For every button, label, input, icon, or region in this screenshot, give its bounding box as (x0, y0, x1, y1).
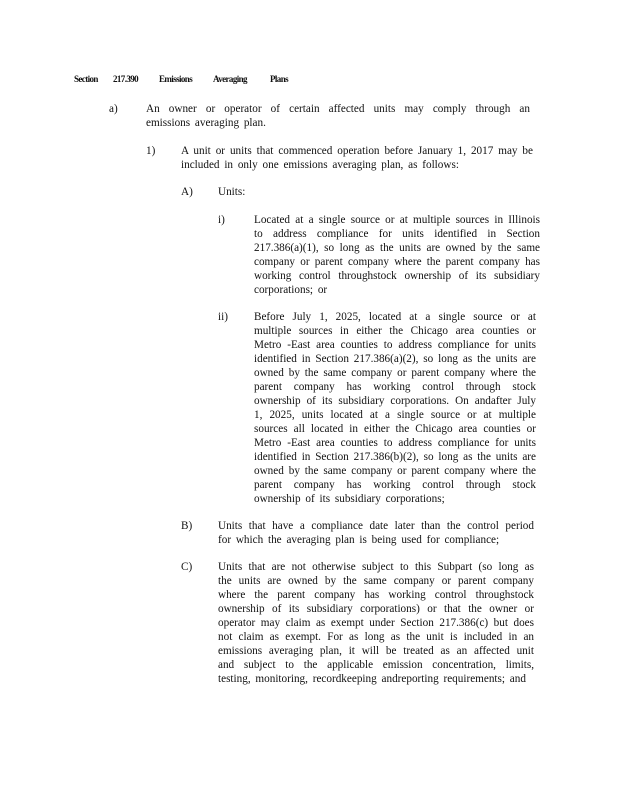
paragraph-1-marker: 1) (146, 145, 156, 157)
section-number: 217.390 (113, 74, 139, 84)
subsubparagraph-i-marker: i) (218, 214, 225, 226)
subparagraph-B-marker: B) (181, 520, 193, 532)
section-heading (74, 74, 314, 86)
subparagraph-A-marker: A) (181, 186, 193, 198)
section-word: Section (74, 74, 98, 84)
subsubparagraph-i-text: Located at a single source or at multiple sources in Illinois to address compliance for units identified in Section 217.386(a)(1), so long as the units are owned by the same company or parent company where the parent company has working control throughstock ownership of its subsidiary corporations; or (254, 214, 540, 296)
subsubparagraph-ii-text: Before July 1, 2025, located at a single source or at multiple sources in either the Chicago area counties or Metro -East area counties to address compliance for units identified in Section 217.386(a)(2), so long as the units are owned by the same company or parent company where the parent company has working control through stock ownership of its subsidiary corporations. On andafter July 1, 2025, units located at a single source or at multiple sources all located in either the Chicago area counties or Metro -East area counties to address compliance for units identified in Section 217.386(b)(2), so long as the units are owned by the same company or parent company where the parent company has working control through stock ownership of its subsidiary corporations; (254, 311, 536, 505)
paragraph-1-text: A unit or units that commenced operation before January 1, 2017 may be included in only one emissions averaging plan, as follows: (181, 145, 533, 171)
section-title-word-2: Averaging (213, 74, 247, 84)
subparagraph-B-text: Units that have a compliance date later than the control period for which the averaging plan is being used for compliance; (218, 520, 534, 546)
subsection-a-text: An owner or operator of certain affected units may comply through an emissions averaging plan. (146, 103, 530, 129)
section-title-word-3: Plans (270, 74, 289, 84)
subsubparagraph-ii-marker: ii) (218, 311, 228, 323)
subparagraph-A-text: Units: (218, 186, 246, 198)
section-title-word-1: Emissions (159, 74, 193, 84)
subparagraph-C-marker: C) (181, 561, 193, 573)
subsection-a-marker: a) (109, 103, 118, 115)
subparagraph-C-text: Units that are not otherwise subject to this Subpart (so long as the units are owned by the same company or parent company where the parent company has working control throughstock ownership of its subsidiary corporations) or that the owner or operator may claim as exempt under Section 217.386(c) but does not claim as exempt. For as long as the unit is included in an emissions averaging plan, it will be treated as an affected unit and subject to the applicable emission concentration, limits, testing, monitoring, recordkeeping andreporting requirements; and (218, 561, 534, 685)
